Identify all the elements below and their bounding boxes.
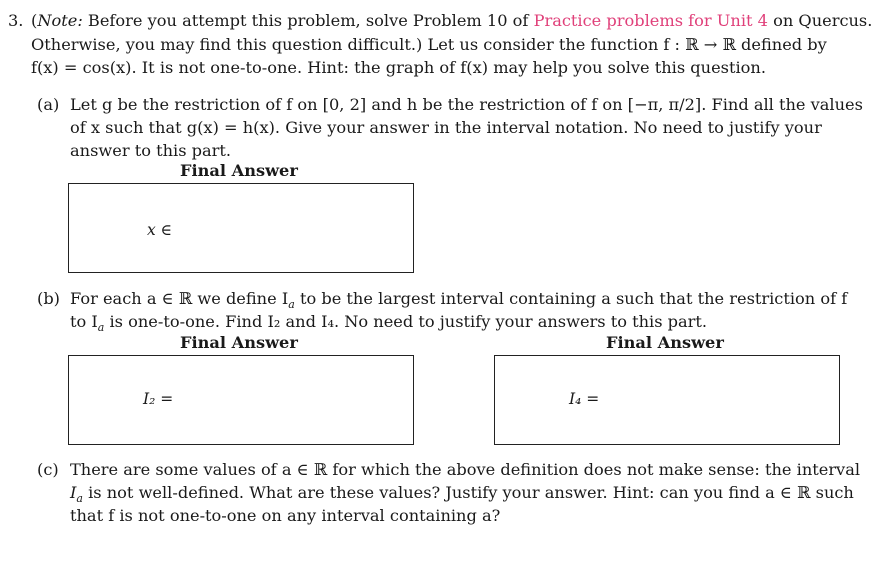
part-a-line-3: answer to this part. [70,141,232,160]
part-a-line-2: of x such that g(x) = h(x). Give your answer in the interval notation. No need to justify your [70,118,822,137]
part-b-sub-a-2: a [97,321,105,335]
part-b-final-answer-heading-left: Final Answer [180,333,298,352]
intro-line-3: f(x) = cos(x). It is not one-to-one. Hint: the graph of f(x) may help you solve this question. [31,58,766,77]
part-c-line-3: that f is not one-to-one on any interval containing a? [70,506,501,525]
part-c-sub-a: a [76,492,83,506]
part-a-line-1: Let g be the restriction of f on [0, 2] and h be the restriction of f on [−π, π/2]. Find all the values [70,95,863,114]
part-b-label: (b) [37,289,60,308]
part-a-final-answer-heading: Final Answer [180,161,298,180]
part-b-line-1 [70,291,847,310]
intro-open-paren: ( [31,11,38,30]
part-b-answer-box-right[interactable] [494,355,840,445]
intro-text-1b: on Quercus. [767,11,873,30]
practice-problems-link[interactable]: Practice problems for Unit 4 [533,11,768,30]
part-a-answer-box[interactable] [68,183,414,273]
part-b-text-1: For each a ∈ ℝ we define I [70,289,289,308]
intro-text-1: Before you attempt this problem, solve Problem 10 of [82,11,534,30]
part-c-text-2b: is not well-defined. What are these values? Justify your answer. Hint: can you find a ∈ ℝ such [82,483,854,502]
part-b-text-2b: is one-to-one. Find I₂ and I₄. No need to justify your answers to this part. [104,312,708,331]
part-c-line-2 [70,485,854,504]
part-b-text-2: to I [70,312,98,331]
intro-line-2: Otherwise, you may find this question difficult.) Let us consider the function f : ℝ → ℝ defined by [31,35,827,54]
part-c-text-2: I [70,483,77,502]
part-a-answer-label: x ∈ [147,221,173,239]
part-b-answer-label-right: I₄ = [569,390,600,408]
part-b-answer-label-left: I₂ = [143,390,174,408]
part-b-answer-box-left[interactable] [68,355,414,445]
problem-number: 3. [8,11,24,30]
part-b-text-1b: to be the largest interval containing a such that the restriction of f [294,289,848,308]
note-label: Note: [37,11,83,30]
part-c-line-1: There are some values of a ∈ ℝ for which the above definition does not make sense: the interval [70,460,861,479]
part-a-label: (a) [37,95,60,114]
part-b-line-2 [70,314,707,333]
intro-line-1 [31,13,872,29]
part-c-label: (c) [37,460,59,479]
part-b-final-answer-heading-right: Final Answer [606,333,724,352]
part-b-sub-a: a [288,298,295,312]
